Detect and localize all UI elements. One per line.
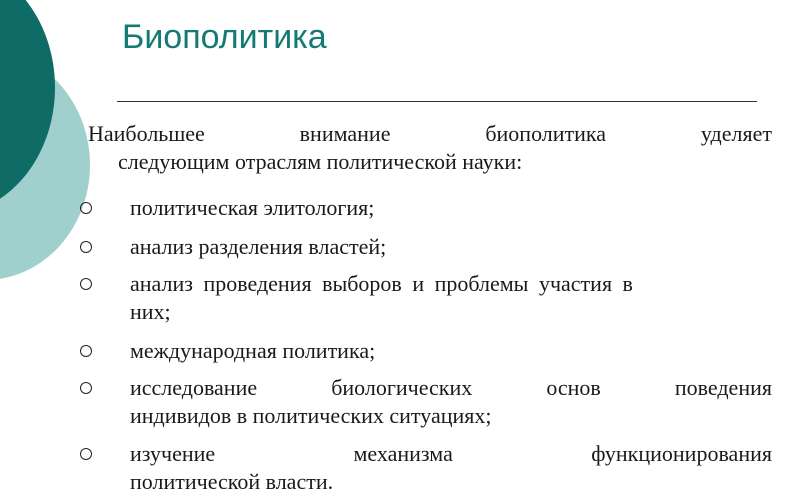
bullet-line: индивидов в политических ситуациях; (130, 403, 492, 428)
bullet-word: функционирования (591, 441, 772, 466)
intro-word: внимание (299, 121, 391, 146)
bullet-text (130, 270, 772, 326)
bullet-word: изучение (130, 441, 216, 466)
circle-bullet-icon (80, 278, 92, 290)
bullet-word: основ (546, 375, 601, 400)
intro-word: биополитика (485, 121, 607, 146)
bullet-word: поведения (674, 375, 772, 400)
bullet-line (130, 440, 772, 468)
bullet-line: политическая элитология; (130, 195, 375, 220)
title-divider (117, 101, 757, 102)
circle-bullet-icon (80, 345, 92, 357)
bullet-word: биологических (331, 375, 473, 400)
bullet-line-text: анализ проведения выборов и проблемы участия в (130, 271, 633, 296)
bullet-line (130, 270, 772, 298)
intro-word: Наибольшее (88, 121, 205, 146)
bullet-text (130, 440, 772, 496)
bullet-word: механизма (353, 441, 453, 466)
bullet-line: анализ разделения властей; (130, 234, 387, 259)
bullet-line: международная политика; (130, 338, 376, 363)
intro-line-1 (88, 120, 772, 148)
intro-line-2: следующим отраслям политической науки: (118, 149, 523, 174)
bullet-word: исследование (130, 375, 258, 400)
circle-bullet-icon (80, 241, 92, 253)
bullet-text (130, 233, 772, 261)
bullet-line (130, 374, 772, 402)
bullet-text (130, 337, 772, 365)
intro-paragraph (88, 120, 772, 176)
bullet-text (130, 374, 772, 430)
bullet-line: политической власти. (130, 469, 334, 494)
circle-bullet-icon (80, 202, 92, 214)
slide-title: Биополитика (122, 18, 327, 56)
intro-word: уделяет (700, 121, 772, 146)
bullet-line: них; (130, 299, 171, 324)
bullet-text (130, 194, 772, 222)
circle-bullet-icon (80, 382, 92, 394)
circle-bullet-icon (80, 448, 92, 460)
